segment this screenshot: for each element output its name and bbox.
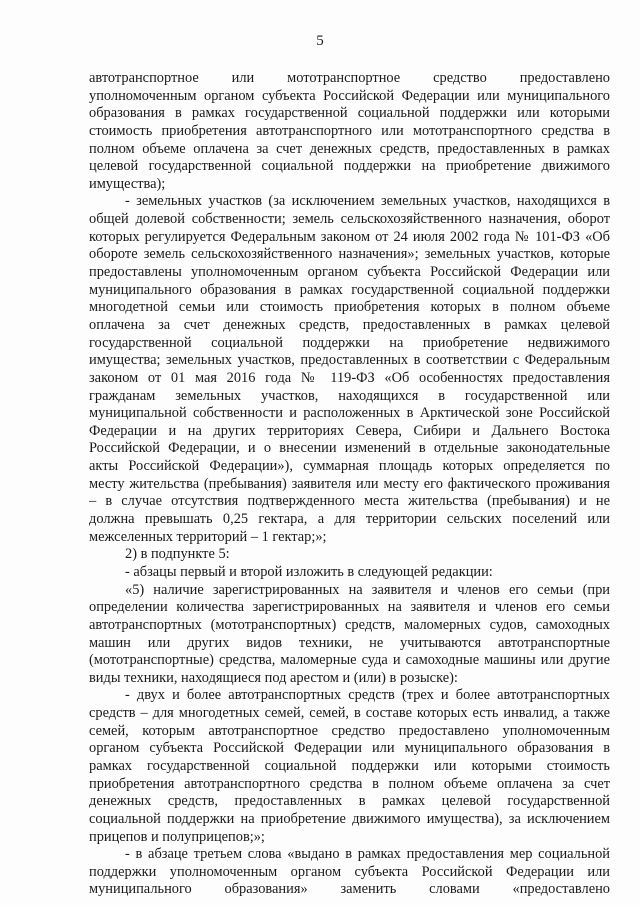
text-line: виды техники, находящиеся под арестом и (или) в розыске): — [89, 669, 458, 686]
text-line: определении количества зарегистрированных на заявителя и членов его семьи — [89, 599, 610, 616]
text-line: имущества; земельных участков, предоставленных в соответствии с Федеральным — [89, 352, 610, 369]
text-line: оплачена за счет денежных средств, предоставленных в рамках целевой — [89, 316, 610, 333]
text-line: денежных средств, предоставленных в рамках целевой государственной — [89, 793, 610, 810]
text-line: стоимость приобретения автотранспортного или мототранспортного средства в — [89, 122, 610, 139]
text-line: рамках государственной социальной поддержки или которыми стоимость — [89, 757, 610, 774]
text-line: органом субъекта Российской Федерации или муниципального образования в — [89, 740, 610, 757]
text-line: которых регулируется Федеральным законом от 24 июля 2002 года № 101-ФЗ «Об — [89, 228, 610, 245]
text-line: прицепов и полуприцепов;»; — [89, 828, 265, 845]
text-line: предоставлены уполномоченным органом субъекта Российской Федерации или — [89, 264, 610, 281]
text-line: имущества); — [89, 175, 166, 192]
text-line: - абзацы первый и второй изложить в следующей редакции: — [125, 563, 493, 580]
text-line: – в случае отсутствия подтвержденного места жительства (пребывания) и не — [89, 493, 610, 510]
text-line: приобретения автотранспортного средства в полном объеме оплачена за счет — [89, 775, 610, 792]
text-line: уполномоченным органом субъекта Российской Федерации или муниципального — [89, 87, 610, 104]
text-line: государственной социальной поддержки на приобретение недвижимого — [89, 334, 610, 351]
text-line: автотранспортных (мототранспортных) средств, маломерных судов, самоходных — [89, 616, 610, 633]
text-line: месту жительства (пребывания) заявителя или месту его фактического проживания — [89, 475, 610, 492]
text-line: законом от 01 мая 2016 года № 119-ФЗ «Об особенностях предоставления — [89, 369, 610, 386]
text-line: целевой государственной социальной поддержки на приобретение движимого — [89, 158, 610, 175]
text-line: Российской Федерации, и о внесении изменений в отдельные законодательные — [89, 440, 610, 457]
text-line: обороте земель сельскохозяйственного назначения»; земельных участков, которые — [89, 246, 610, 263]
text-line: поддержки уполномоченным органом субъекта Российской Федерации или — [89, 863, 610, 880]
text-line: семей, которым автотранспортное средство предоставлено уполномоченным — [89, 722, 610, 739]
document-body — [89, 70, 610, 899]
text-line: многодетной семьи или стоимость приобретения которых в полном объеме — [89, 299, 610, 316]
text-line: муниципального образования» заменить словами «предоставлено — [89, 881, 610, 898]
text-line: - в абзаце третьем слова «выдано в рамках предоставления мер социальной — [125, 846, 610, 863]
text-line: Федерации и на других территориях Севера, Сибири и Дальнего Востока — [89, 422, 610, 439]
text-line: - земельных участков (за исключением земельных участков, находящихся в — [125, 193, 610, 210]
page-number: 5 — [316, 33, 324, 49]
text-line: муниципального образования в рамках государственной социальной поддержки — [89, 281, 610, 298]
text-line: «5) наличие зарегистрированных на заявителя и членов его семьи (при — [125, 581, 610, 598]
text-line: социальной поддержки на приобретение движимого имущества), за исключением — [89, 810, 610, 827]
text-line: должна превышать 0,25 гектара, а для территории сельских поселений или — [89, 511, 610, 528]
text-line: полном объеме оплачена за счет денежных средств, предоставленных в рамках — [89, 140, 610, 157]
text-line: средств – для многодетных семей, семей, в составе которых есть инвалид, а также — [89, 705, 610, 722]
text-line: общей долевой собственности; земель сельскохозяйственного назначения, оборот — [89, 211, 610, 228]
text-line: межселенных территорий – 1 гектар;»; — [89, 528, 327, 545]
text-line: акты Российской Федерации»), суммарная площадь которых определяется по — [89, 458, 610, 475]
text-line: автотранспортное или мототранспортное средство предоставлено — [89, 70, 610, 86]
text-line: гражданам земельных участков, находящихся в государственной или — [89, 387, 610, 404]
text-line: муниципальной собственности и расположенных в Арктической зоне Российской — [89, 405, 610, 422]
text-line: - двух и более автотранспортных средств (трех и более автотранспортных — [125, 687, 610, 704]
text-line: машин или других видов техники, не учитываются автотранспортные — [89, 634, 610, 651]
text-line: (мототранспортные) средства, маломерные суда и самоходные машины или другие — [89, 652, 610, 669]
text-line: образования в рамках государственной социальной поддержки или которыми — [89, 105, 610, 122]
text-line: 2) в подпункте 5: — [125, 546, 230, 563]
